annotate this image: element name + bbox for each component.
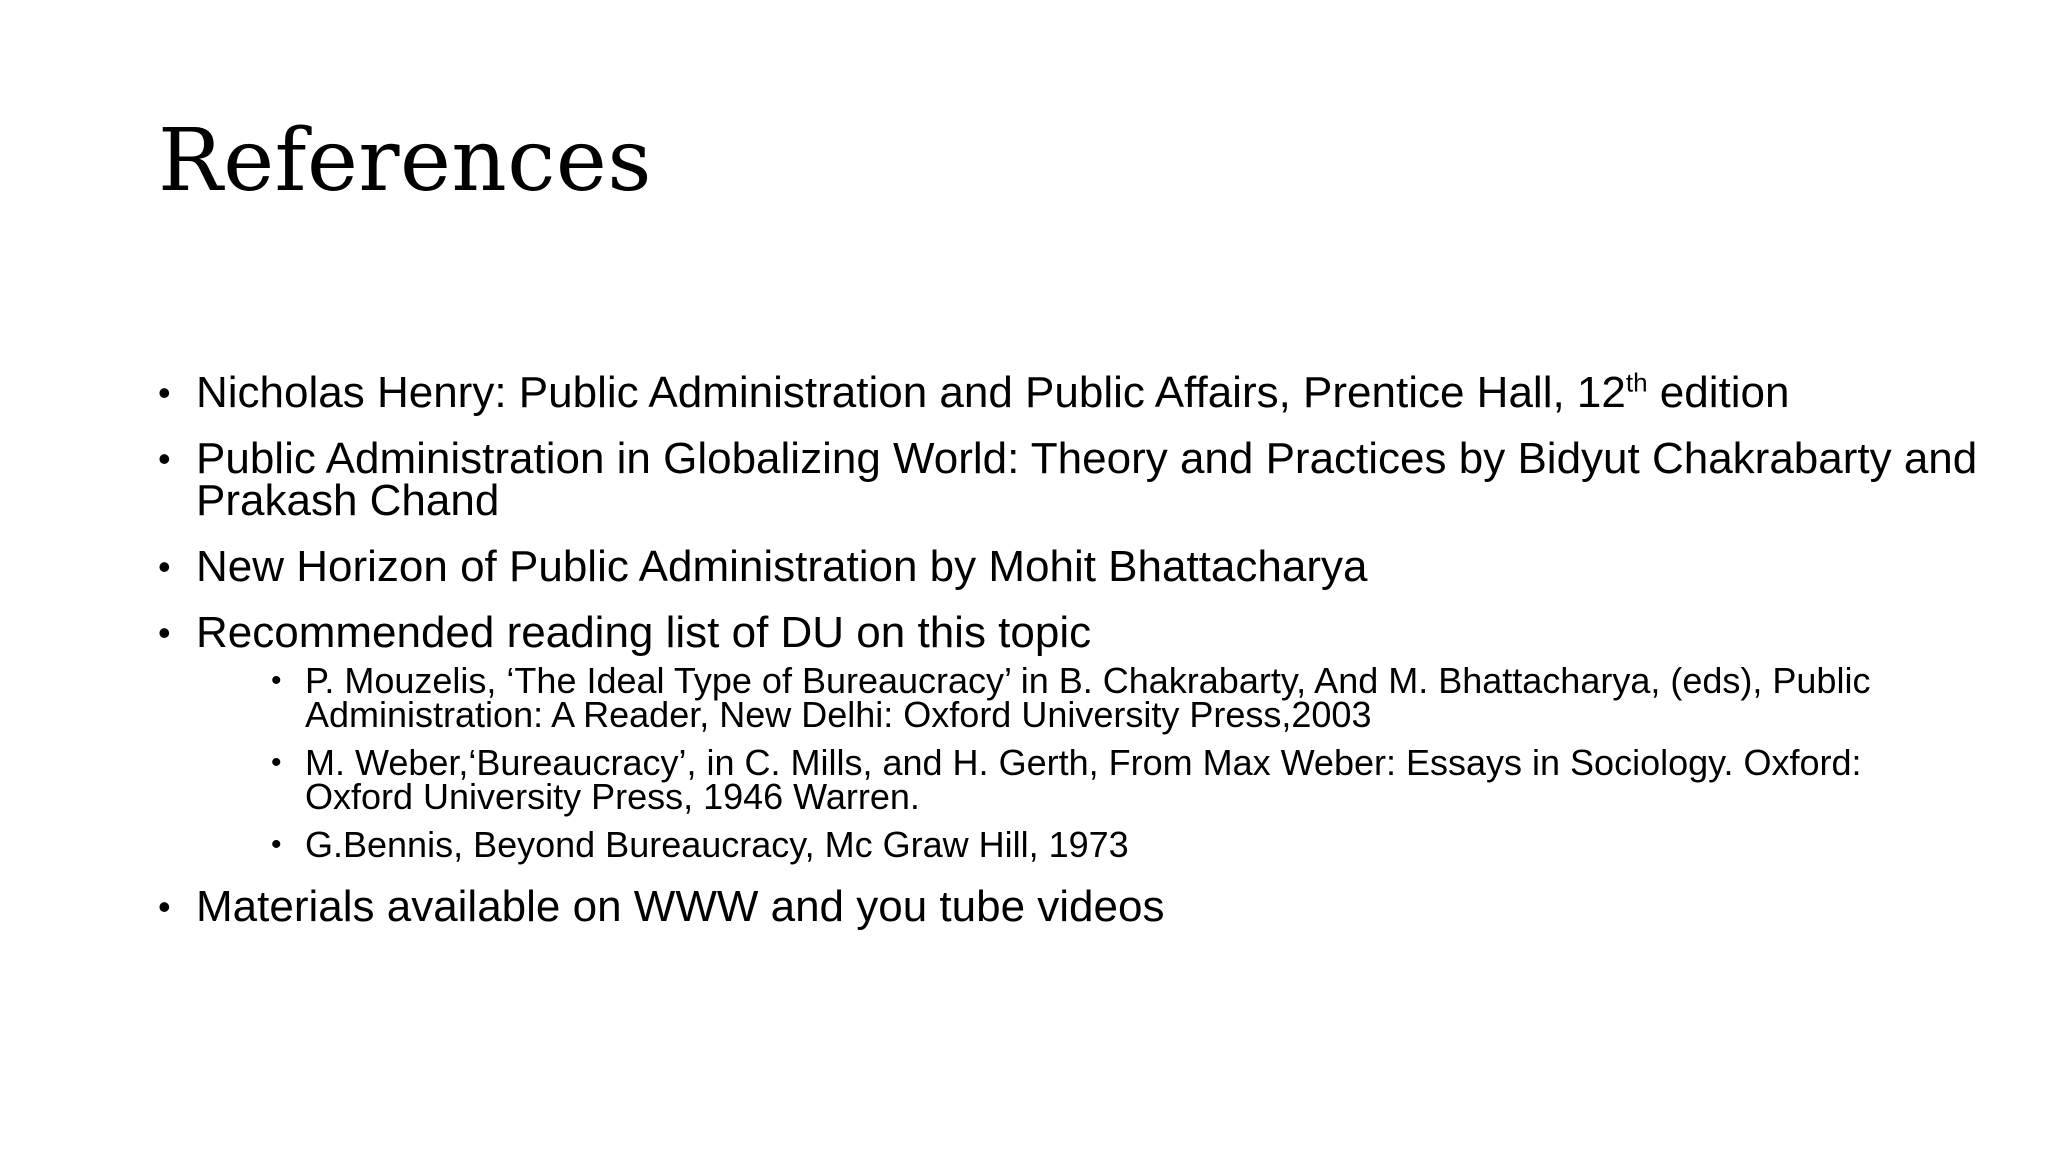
sub-bullet-icon: • [271,828,282,861]
bullet-icon: • [158,372,171,413]
sub-bullet-list [196,660,1978,865]
reference-item-henry [158,367,1978,417]
reference-item-online-materials [158,882,1978,931]
reference-list [158,367,1978,952]
sub-reference-text: M. Weber,‘Bureaucracy’, in C. Mills, and H. Gerth, From Max Weber: Essays in Sociology. Oxford: Oxford University Press, 1946 Warren. [305,742,1862,817]
reference-item-chakrabarty-chand [158,434,1978,525]
reference-item-bhattacharya [158,542,1978,591]
bullet-icon: • [158,886,171,927]
bullet-icon: • [158,438,171,479]
sub-reference-weber [271,742,1978,817]
sub-reference-text: G.Bennis, Beyond Bureaucracy, Mc Graw Hill, 1973 [305,824,1129,865]
sub-reference-mouzelis [271,660,1978,735]
sub-bullet-icon: • [271,664,282,697]
reference-text: New Horizon of Public Administration by Mohit Bhattacharya [196,542,1368,591]
ordinal-suffix: th [1625,367,1648,398]
bullet-icon: • [158,612,171,653]
bullet-list [158,367,1978,931]
sub-bullet-icon: • [271,746,282,779]
bullet-icon: • [158,546,171,587]
reference-text: Public Administration in Globalizing World: Theory and Practices by Bidyut Chakrabarty and Prakash Chand [196,434,1978,525]
slide-title: References [158,111,652,211]
reference-text: Nicholas Henry: Public Administration and Public Affairs, Prentice Hall, 12 [196,368,1626,417]
reference-text: Recommended reading list of DU on this topic [196,608,1092,657]
reference-text-continued: edition [1647,368,1790,417]
sub-reference-text: P. Mouzelis, ‘The Ideal Type of Bureaucracy’ in B. Chakrabarty, And M. Bhattacharya, (eds), Public Administration: A Reader, New Delhi: Oxford University Press,2003 [305,660,1871,735]
sub-reference-bennis [271,824,1978,865]
reference-text: Materials available on WWW and you tube videos [196,882,1165,931]
reference-item-du-reading-list [158,608,1978,865]
